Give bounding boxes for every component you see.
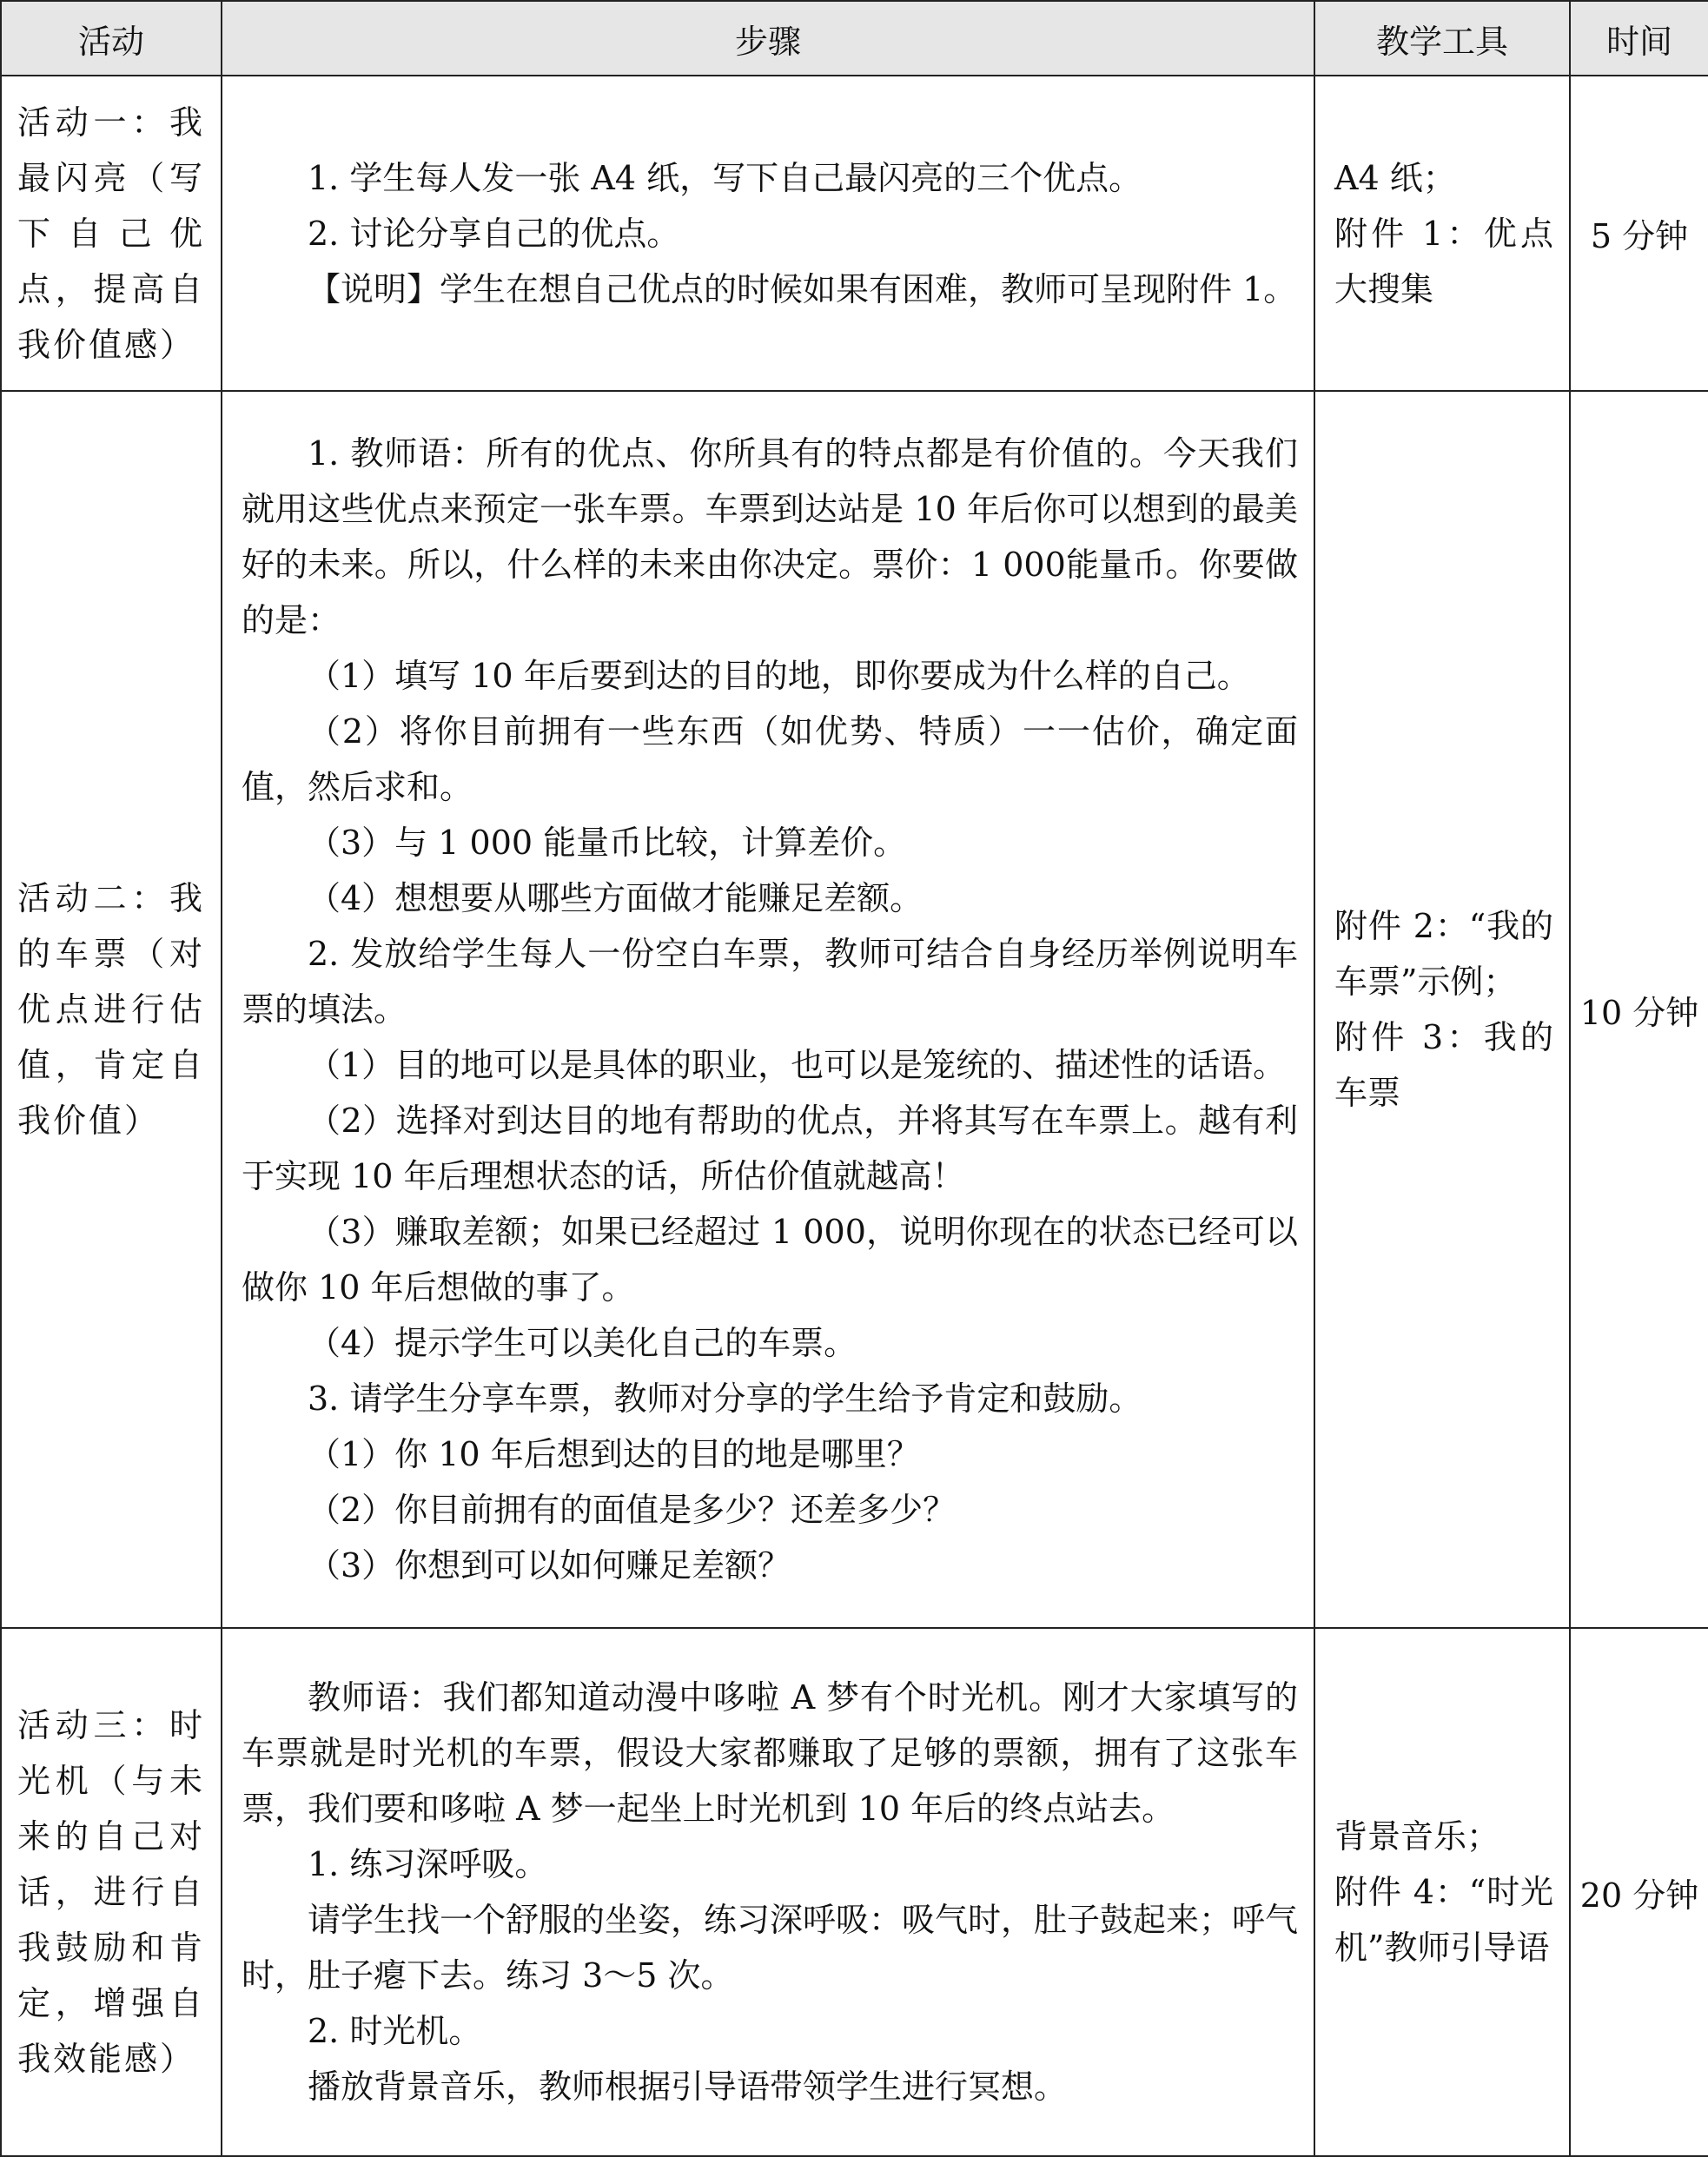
tools-cell [1314, 76, 1570, 391]
step-line: 1. 教师语：所有的优点、你所具有的特点都是有价值的。今天我们就用这些优点来预定一张车票。车票到达站是 10 年后你可以想到的最美好的未来。所以，什么样的未来由你决定。票价：1 000能量币。你要做的是： [242, 434, 1298, 639]
tool-line: 附件 4：“时光机”教师引导语 [1334, 1873, 1553, 1967]
step-line: 2. 时光机。 [308, 2012, 482, 2050]
tool-line: 附件 1：优点大搜集 [1334, 214, 1553, 308]
step-line: 教师语：我们都知道动漫中哆啦 A 梦有个时光机。刚才大家填写的车票就是时光机的车票，假设大家都赚取了足够的票额，拥有了这张车票，我们要和哆啦 A 梦一起坐上时光机到 10 年后的终点站去。 [242, 1678, 1298, 1828]
step-line: （4）想想要从哪些方面做才能赚足差额。 [308, 879, 924, 917]
step-line: （2）选择对到达目的地有帮助的优点，并将其写在车票上。越有利于实现 10 年后理想状态的话，所估价值就越高！ [242, 1102, 1298, 1195]
table-header-row [1, 1, 1708, 76]
step-line: （4）提示学生可以美化自己的车票。 [308, 1324, 857, 1362]
step-line: 1. 练习深呼吸。 [308, 1845, 548, 1883]
step-line: （1）你 10 年后想到达的目的地是哪里？ [308, 1435, 920, 1473]
time-cell: 10 分钟 [1570, 391, 1708, 1628]
step-line: 2. 讨论分享自己的优点。 [308, 214, 680, 253]
steps-cell [222, 1628, 1314, 2156]
header-steps: 步骤 [222, 1, 1314, 76]
step-line: 请学生找一个舒服的坐姿，练习深呼吸：吸气时，肚子鼓起来；呼气时，肚子瘪下去。练习 3～5 次。 [242, 1901, 1299, 1995]
time-cell: 5 分钟 [1570, 76, 1708, 391]
tools-cell [1314, 1628, 1570, 2156]
table-row [1, 76, 1708, 391]
step-line: 播放背景音乐，教师根据引导语带领学生进行冥想。 [308, 2068, 1068, 2106]
steps-cell [222, 391, 1314, 1628]
step-line: （3）赚取差额；如果已经超过 1 000，说明你现在的状态已经可以做你 10 年后想做的事了。 [242, 1213, 1298, 1307]
activity-cell: 活动三：时光机（与未来的自己对话，进行自我鼓励和肯定，增强自我效能感） [1, 1628, 222, 2156]
step-line: （2）你目前拥有的面值是多少？还差多少？ [308, 1491, 957, 1529]
step-line: （1）填写 10 年后要到达的目的地，即你要成为什么样的自己。 [308, 657, 1250, 695]
header-tools: 教学工具 [1314, 1, 1570, 76]
step-line: （3）你想到可以如何赚足差额？ [308, 1546, 791, 1585]
activity-cell: 活动二：我的车票（对优点进行估值，肯定自我价值） [1, 391, 222, 1628]
tool-line: 附件 2：“我的车票”示例； [1334, 907, 1553, 1001]
step-line: 【说明】学生在想自己优点的时候如果有困难，教师可呈现附件 1。 [308, 269, 1297, 308]
header-time: 时间 [1570, 1, 1708, 76]
tool-line: A4 纸； [1334, 158, 1456, 197]
step-line: （2）将你目前拥有一些东西（如优势、特质）一一估价，确定面值，然后求和。 [242, 712, 1298, 806]
step-line: 3. 请学生分享车票，教师对分享的学生给予肯定和鼓励。 [308, 1380, 1142, 1418]
step-line: （1）目的地可以是具体的职业，也可以是笼统的、描述性的话语。 [308, 1046, 1287, 1084]
tool-line: 背景音乐； [1334, 1817, 1500, 1856]
table-row [1, 1628, 1708, 2156]
activity-cell: 活动一：我最闪亮（写下自己优点，提高自我价值感） [1, 76, 222, 391]
step-line: 2. 发放给学生每人一份空白车票，教师可结合自身经历举例说明车票的填法。 [242, 935, 1298, 1029]
tool-line: 附件 3：我的车票 [1334, 1018, 1553, 1112]
table-row [1, 391, 1708, 1628]
step-line: 1. 学生每人发一张 A4 纸，写下自己最闪亮的三个优点。 [308, 158, 1142, 197]
header-activity: 活动 [1, 1, 222, 76]
time-cell: 20 分钟 [1570, 1628, 1708, 2156]
tools-cell [1314, 391, 1570, 1628]
step-line: （3）与 1 000 能量币比较，计算差价。 [308, 824, 907, 862]
steps-cell [222, 76, 1314, 391]
